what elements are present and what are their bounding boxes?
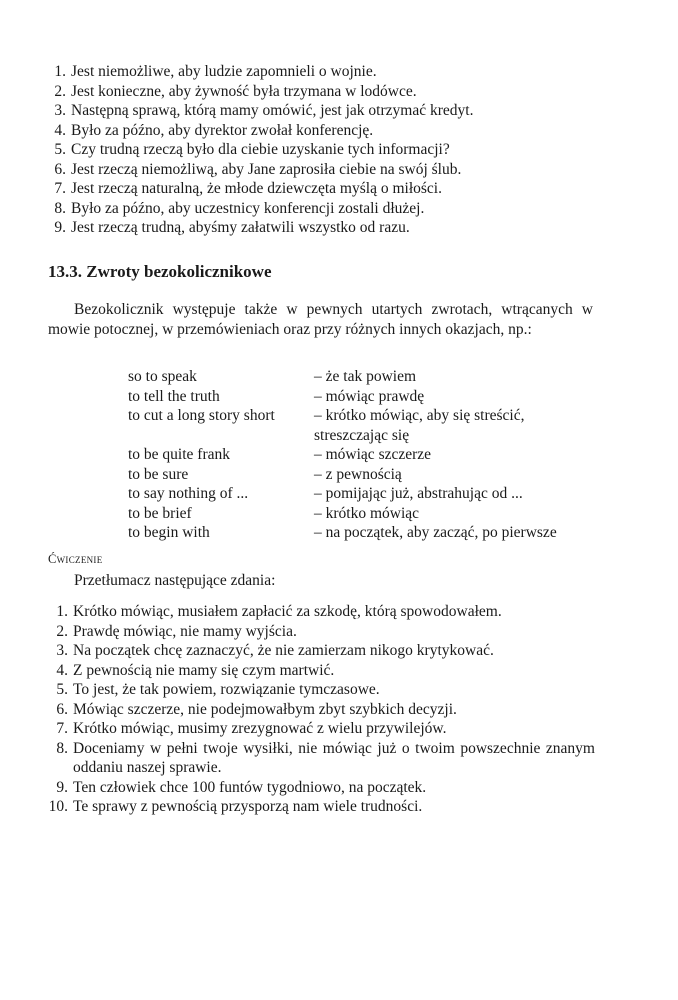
phrase-english: so to speak [128,368,197,385]
exercise-instruction: Przetłumacz następujące zdania: [74,572,276,589]
phrase-polish: – krótko mówiąc [314,504,420,522]
list-item: 7. Krótko mówiąc, musimy zrezygnować z wielu przywilejów. [56,720,447,737]
intro-paragraph: Bezokolicznik występuje także w pewnych utartych zwrotach, wtrącanych w mowie potocznej, w przemówieniach oraz przy różnych innych okazjach, np.: [48,301,593,338]
list-item: 6. Mówiąc szczerze, nie podejmowałbym zbyt szybkich decyzji. [56,700,457,718]
phrase-polish: – że tak powiem [314,368,417,385]
phrase-row [128,367,598,387]
list-item: 5. To jest, że tak powiem, rozwiązanie tymczasowe. [56,681,380,698]
phrase-polish: – z pewnością [314,465,402,483]
phrase-table [128,367,598,543]
phrase-english: to begin with [128,524,210,541]
list-item: 1. Jest niemożliwe, aby ludzie zapomnieli o wojnie. [54,63,377,80]
list-item: 6. Jest rzeczą niemożliwą, aby Jane zaprosiła ciebie na swój ślub. [54,160,462,178]
list-item: 1. Krótko mówiąc, musiałem zapłacić za szkodę, którą spowodowałem. [56,603,502,620]
sentence-list-1 [48,62,608,238]
list-item: 4. Było za późno, aby dyrektor zwołał konferencję. [54,121,374,139]
phrase-row [128,387,598,407]
list-item: 8. Doceniamy w pełni twoje wysiłki, nie mówiąc już o twoim powszechnie znanym oddaniu naszej sprawie. [56,739,595,776]
phrase-english: to tell the truth [128,387,220,405]
phrase-polish: – na początek, aby zacząć, po pierwsze [314,524,557,541]
phrase-row [128,504,598,524]
phrase-polish: – pomijając już, abstrahując od ... [314,485,523,502]
list-item: 10. Te sprawy z pewnością przysporzą nam wiele trudności. [48,798,423,815]
phrase-polish: – krótko mówiąc, aby się streścić, streszczając się [314,407,525,444]
phrase-row [128,484,598,504]
phrase-row [128,445,598,465]
list-item: 4. Z pewnością nie mamy się czym martwić. [56,661,335,679]
list-item: 8. Było za późno, aby uczestnicy konferencji zostali dłużej. [54,199,425,217]
list-item: 7. Jest rzeczą naturalną, że młode dziewczęta myślą o miłości. [54,180,442,197]
phrase-polish: – mówiąc szczerze [314,446,432,463]
phrase-english: to cut a long story short [128,407,275,424]
sentence-list-2 [40,602,595,817]
list-item: 2. Prawdę mówiąc, nie mamy wyjścia. [56,622,297,640]
phrase-row [128,465,598,485]
phrase-row [128,406,598,445]
list-item: 3. Następną sprawą, którą mamy omówić, jest jak otrzymać kredyt. [54,102,474,119]
section-heading: 13.3. Zwroty bezokolicznikowe [48,262,272,281]
list-item: 2. Jest konieczne, aby żywność była trzymana w lodówce. [54,82,417,100]
phrase-english: to say nothing of ... [128,485,249,502]
phrase-english: to be brief [128,504,192,522]
phrase-polish: – mówiąc prawdę [314,387,425,405]
phrase-row [128,523,598,543]
list-item: 5. Czy trudną rzeczą było dla ciebie uzyskanie tych informacji? [54,141,450,158]
list-item: 9. Ten człowiek chce 100 funtów tygodniowo, na początek. [56,778,427,796]
list-item: 9. Jest rzeczą trudną, abyśmy załatwili wszystko od razu. [54,219,410,236]
exercise-label: Ćwiczenie [48,552,103,566]
phrase-english: to be quite frank [128,446,231,463]
list-item: 3. Na początek chcę zaznaczyć, że nie zamierzam nikogo krytykować. [56,642,494,659]
phrase-english: to be sure [128,465,189,483]
